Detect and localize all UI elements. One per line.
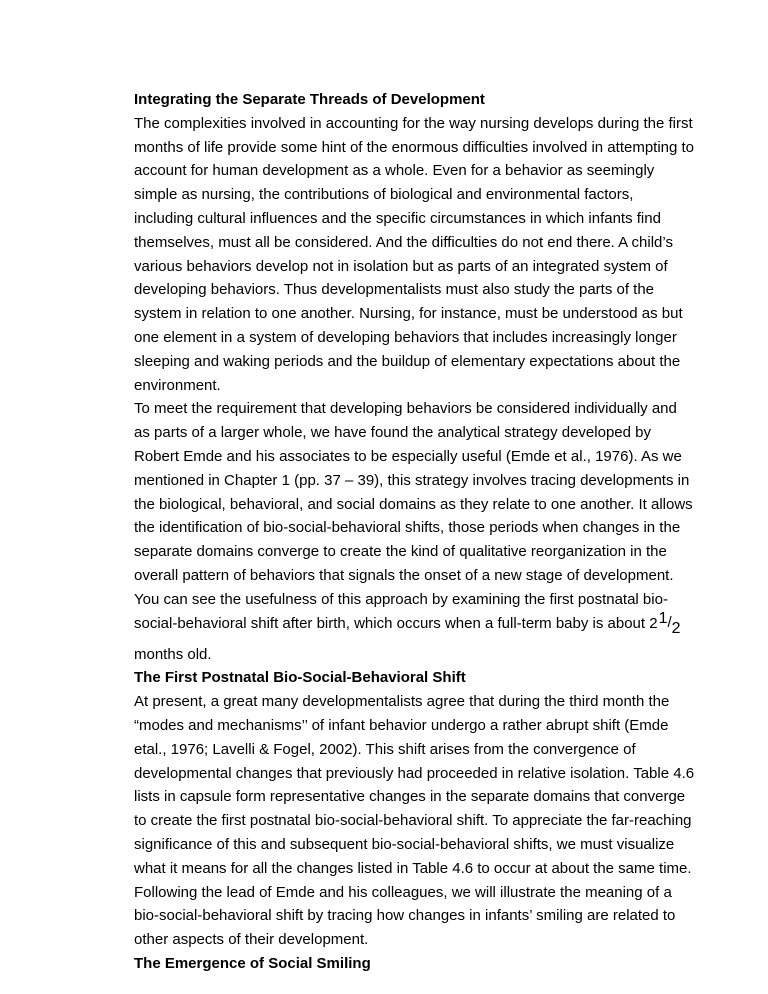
text-line: the biological, behavioral, and social domains as they relate to one another. It allows bbox=[134, 495, 693, 513]
text-line: You can see the usefulness of this approach by examining the first postnatal bio- bbox=[134, 590, 668, 608]
text-line: various behaviors develop not in isolation but as parts of an integrated system of bbox=[134, 257, 668, 275]
section-heading-first-shift: The First Postnatal Bio-Social-Behavioral Shift bbox=[134, 669, 466, 687]
document-page bbox=[134, 88, 695, 976]
text-line: simple as nursing, the contributions of biological and environmental factors, bbox=[134, 186, 634, 204]
text-line: To meet the requirement that developing behaviors be considered individually and bbox=[134, 400, 677, 418]
fraction-numerator: 1 bbox=[658, 609, 668, 627]
text-line: separate domains converge to create the kind of qualitative reorganization in the bbox=[134, 543, 667, 561]
paragraph-nursing bbox=[134, 112, 695, 398]
text-line: At present, a great many developmentalists agree that during the third month the bbox=[134, 693, 670, 711]
text-line: etal., 1976; Lavelli & Fogel, 2002). This shift arises from the convergence of bbox=[134, 740, 636, 758]
paragraph-emde-strategy bbox=[134, 397, 693, 666]
text-line: what it means for all the changes listed in Table 4.6 to occur at about the same time. bbox=[134, 859, 692, 877]
text-line: developmental changes that previously had proceeded in relative isolation. Table 4.6 bbox=[134, 764, 695, 782]
text-line: “modes and mechanisms’’ of infant behavior undergo a rather abrupt shift (Emde bbox=[134, 716, 669, 734]
text-line: bio-social-behavioral shift by tracing how changes in infants’ smiling are related to bbox=[134, 907, 676, 925]
text-line: to create the first postnatal bio-social-behavioral shift. To appreciate the far-reaching bbox=[134, 812, 692, 830]
section-heading-social-smiling: The Emergence of Social Smiling bbox=[134, 954, 371, 972]
text-line: the identification of bio-social-behavioral shifts, those periods when changes in the bbox=[134, 519, 681, 537]
text-line: significance of this and subsequent bio-social-behavioral shifts, we must visualize bbox=[134, 835, 675, 853]
text-line: months old. bbox=[134, 645, 212, 663]
text-line: overall pattern of behaviors that signals the onset of a new stage of development. bbox=[134, 566, 674, 584]
paragraph-first-shift bbox=[134, 690, 695, 952]
text-line: one element in a system of developing behaviors that includes increasingly longer bbox=[134, 328, 677, 346]
text-line: account for human development as a whole. Even for a behavior as seemingly bbox=[134, 162, 655, 180]
text-line: themselves, must all be considered. And the difficulties do not end there. A child’s bbox=[134, 233, 673, 251]
text-line: sleeping and waking periods and the buildup of elementary expectations about the bbox=[134, 352, 681, 370]
text-line: including cultural influences and the specific circumstances in which infants find bbox=[134, 209, 661, 227]
text-line: lists in capsule form representative changes in the separate domains that converge bbox=[134, 788, 686, 806]
text-line: system in relation to one another. Nursing, for instance, must be understood as but bbox=[134, 305, 683, 323]
section-heading-integrating: Integrating the Separate Threads of Development bbox=[134, 91, 485, 108]
text-line: months of life provide some hint of the enormous difficulties involved in attempting to bbox=[134, 138, 695, 156]
fraction-line-text: social-behavioral shift after birth, which occurs when a full-term baby is about 2 bbox=[134, 614, 658, 632]
text-line: The complexities involved in accounting for the way nursing develops during the first bbox=[134, 114, 693, 132]
text-line-with-fraction bbox=[134, 609, 681, 643]
text-line: other aspects of their development. bbox=[134, 931, 369, 949]
text-line: mentioned in Chapter 1 (pp. 37 – 39), this strategy involves tracing developments in bbox=[134, 471, 690, 489]
text-line: as parts of a larger whole, we have found the analytical strategy developed by bbox=[134, 424, 651, 442]
text-line: developing behaviors. Thus developmentalists must also study the parts of the bbox=[134, 281, 655, 299]
text-line: environment. bbox=[134, 376, 221, 394]
fraction-slash: / bbox=[667, 613, 672, 631]
text-line: Robert Emde and his associates to be especially useful (Emde et al., 1976). As we bbox=[134, 447, 682, 465]
fraction-denominator: 2 bbox=[671, 619, 681, 637]
text-line: Following the lead of Emde and his colleagues, we will illustrate the meaning of a bbox=[134, 883, 672, 901]
